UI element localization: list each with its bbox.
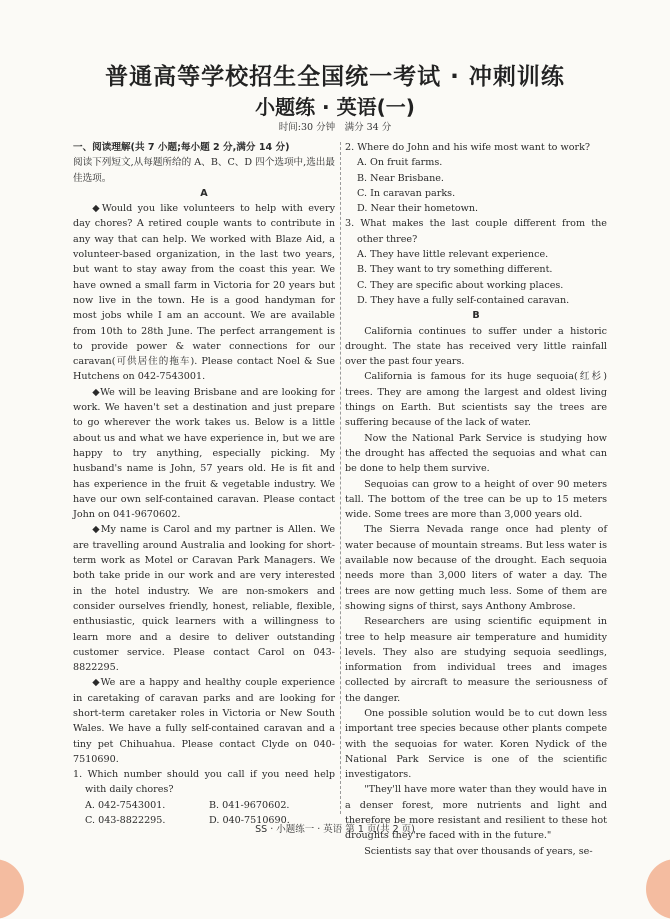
passage-b-label: B xyxy=(472,310,480,322)
passage-b-paragraph: Scientists say that over thousands of years, se- xyxy=(364,845,593,857)
question-1-stem: 1. Which number should you call if you need help with daily chores? xyxy=(73,769,335,796)
question-3-option-a: A. They have little relevant experience. xyxy=(357,249,549,261)
passage-b-paragraph: Researchers are using scientific equipment in tree to help measure air temperature and humidity levels. They also are studying sequoia seedlings, information from individual trees and images collected by aircraft to measure the seriousness of the danger. xyxy=(345,616,607,704)
question-1-option-a: A. 042-7543001. xyxy=(85,799,166,811)
section-instruction: 阅读下列短文,从每题所给的 A、B、C、D 四个选项中,选出最佳选项。 xyxy=(73,157,335,184)
corner-decoration-left xyxy=(0,859,24,919)
page-title: 普通高等学校招生全国统一考试 · 冲刺训练 xyxy=(105,64,565,90)
passage-b-paragraph: Sequoias can grow to a height of over 90 meters tall. The bottom of the tree can be up to 15 meters wide. Some trees are more than 3,000 years old. xyxy=(345,478,607,521)
passage-b-paragraph: "They'll have more water than they would have in a denser forest, more nutrients and light and therefore be more resistant and resilient to these hot droughts they're faced with in the future." xyxy=(345,784,607,842)
page-subtitle: 小题练 · 英语(一) xyxy=(255,95,415,119)
question-2-option-d: D. Near their hometown. xyxy=(357,203,479,215)
question-2-option-c: C. In caravan parks. xyxy=(357,187,456,199)
passage-a-paragraph: ◆We will be leaving Brisbane and are looking for work. We haven't set a destination and just prepare to go wherever the work takes us. Below is a little about us and what we have experience in, but we are happy to try anything, especially picking. My husband's name is John, 57 years old. He is fit and has experience in the fruit & vegetable industry. We have our own self-contained caravan. Please contact John on 041-9670602. xyxy=(73,386,335,521)
passage-b-paragraph: Now the National Park Service is studying how the drought has affected the sequoias and what can be done to help them survive. xyxy=(345,432,607,475)
question-2-option-a: A. On fruit farms. xyxy=(357,157,443,169)
right-column xyxy=(345,140,607,859)
passage-a-paragraph: ◆My name is Carol and my partner is Allen. We are travelling around Australia and looking for short-term work as Motel or Caravan Park Managers. We both take pride in our work and are very interested in the hotel industry. We are non-smokers and consider ourselves friendly, honest, reliable, flexible, enthusiastic, quick learners with a willingness to learn more and a desire to deliver outstanding customer service. Please contact Carol on 043-8822295. xyxy=(73,524,335,674)
question-2-stem: 2. Where do John and his wife most want to work? xyxy=(345,142,591,153)
passage-b-paragraph: California continues to suffer under a historic drought. The state has received very little rainfall over the past four years. xyxy=(345,325,607,368)
question-3-option-c: C. They are specific about working places. xyxy=(357,279,564,291)
question-1-option-c: C. 043-8822295. xyxy=(85,815,166,827)
question-3-stem: 3. What makes the last couple different from the other three? xyxy=(345,218,607,245)
passage-a-label: A xyxy=(200,187,208,199)
column-divider xyxy=(340,142,341,814)
question-3-option-d: D. They have a fully self-contained caravan. xyxy=(357,294,570,306)
corner-decoration-right xyxy=(646,859,670,919)
exam-meta: 时间:30 分钟 满分 34 分 xyxy=(278,122,392,133)
left-column xyxy=(73,140,335,828)
passage-a-paragraph: ◆Would you like volunteers to help with every day chores? A retired couple wants to contribute in any way that can help. We worked with Blaze Aid, a volunteer-based organization, in the last two years, but want to stay away from the coast this year. We have owned a small farm in Victoria for 20 years but now live in the town. He is a good handyman for most jobs while I am an account. We are available from 10th to 28th June. The perfect arrangement is to provide power & water connections for our caravan(可供居住的拖车). Please contact Noel & Sue Hutchens on 042-7543001. xyxy=(73,203,335,383)
question-3-option-b: B. They want to try something different. xyxy=(357,264,553,276)
passage-b-paragraph: One possible solution would be to cut down less important tree species because other plants compete with the sequoias for water. Koren Nydick of the National Park Service is one of the scientific investigators. xyxy=(345,707,607,781)
section-heading: 一、阅读理解(共 7 小题;每小题 2 分,满分 14 分) xyxy=(73,142,290,153)
question-1-options-row xyxy=(73,798,335,813)
passage-b-paragraph: The Sierra Nevada range once had plenty of water because of mountain streams. But less water is available now because of the drought. Each sequoia needs more than 3,000 liters of water a day. The trees are now getting much less. Some of them are showing signs of thirst, says Anthony Ambrose. xyxy=(345,524,607,612)
passage-a-paragraph: ◆We are a happy and healthy couple experience in caretaking of caravan parks and are looking for short-term caretaker roles in Victoria or New South Wales. We have a fully self-contained caravan and a tiny pet Chihuahua. Please contact Clyde on 040-7510690. xyxy=(73,677,335,765)
page-footer: SS · 小题练一 · 英语 第 1 页(共 2 页) xyxy=(255,824,415,835)
question-1-option-d: D. 040-7510690. xyxy=(209,815,290,827)
question-1-option-b: B. 041-9670602. xyxy=(209,799,290,811)
question-2-option-b: B. Near Brisbane. xyxy=(357,172,444,184)
passage-b-paragraph: California is famous for its huge sequoia(红杉) trees. They are among the largest and oldest living things on Earth. But scientists say the trees are suffering because of the lack of water. xyxy=(345,371,607,429)
